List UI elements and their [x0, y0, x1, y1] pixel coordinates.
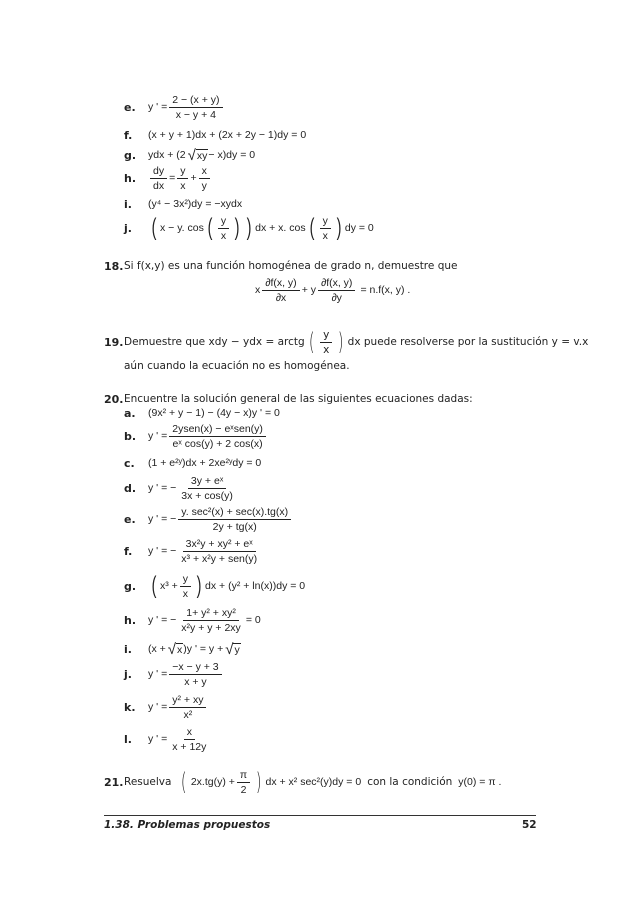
document-page: e. y ' = $\frac{2 - (x + y)}{x - y + 4}$ f. (x + y + 1)dx + (2x + 2y − 1)dy = 0 g. ydx + (2 √ xy − x)dy = 0 h. $\frac{dy}{dx}$ = $\frac{y}{x}$ + $\frac{x}{y}$ i. (y⁴ − 3x²)dy = −xydx j. ( x − y. cos ( $\frac{y}{x}$ ) ) dx + x. cos ( $\frac{y}{x}$ ) dy = 0 18. Si f(x,y) es una función homogénea de grado n, demuestre que x $\frac{\partial f(x, y)}{\partial x}$ + y $\frac{\partial f(x, y)}{\partial y}$ = n.f(x, y) . 19. Demuestre que xdy − ydx = arctg ( $\frac{y}{x}$ ) dx puede resolverse por la sustitución y = v.x aún cuando la ecuación no es homogénea. 20. Encuentre la solución general de las siguientes ecuaciones dadas: a. (9x² + y − 1) − (4y − x)y ' = 0 b. y ' = $\frac{\text{2ysen(x) − eˣsen(y)}}{\text{eˣ cos(y) + 2 cos(x)}}$ c. (1 + e²ʸ)dx + 2xe²ʸdy = 0 d. y ' = − $\frac{\text{3y + eˣ}}{3x + \cos(y)}$ e. y ' = − $\frac{\text{y. sec²(x) + sec(x).tg(x)}}{2y + tg(x)}$ f. y ' = − $\frac{\text{3x²y + xy² + eˣ}}{\text{x³ + x²y + sen(y)}}$ g. ( x³ + $\frac{y}{x}$ ) dx + (y² + ln(x))dy = 0 h. y ' = − $\frac{\text{1+ y² + xy²}}{\text{x²y + y + 2xy}}$ = 0 i. (x + √ x )y ' = y + √ y j. y ' = $\frac{-x - y + 3}{x + y}$ k. y ' = $\frac{\text{y² + xy}}{\text{x²}}$ l. y ' = $\frac{x}{x + 12y}$ 21. Resuelva ( 2x.tg(y) + $\frac{\pi}{2}$ ) dx + x² sec²(y)dy = 0 con la condición y(0) = π . 1.38. Problemas propuestos 52 [104, 93, 589, 831]
fraction: $\frac{2 - (x + y)}{x - y + 4}$ [169, 94, 222, 121]
page-number: 52 [522, 819, 537, 831]
footer-divider [104, 815, 536, 816]
footer-section-title: 1.38. Problemas propuestos [104, 819, 271, 831]
